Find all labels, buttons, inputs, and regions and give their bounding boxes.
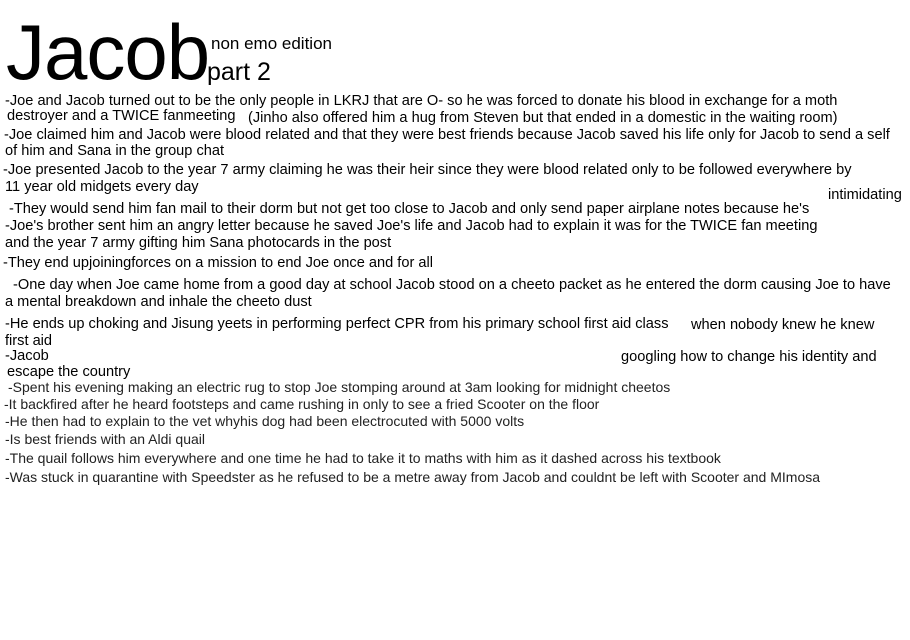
text-line-20: escape the country [7, 364, 131, 380]
text-line-11: and the year 7 army gifting him Sana photocards in the post [5, 235, 392, 251]
text-line-4: -Joe claimed him and Jacob were blood related and that they were best friends because Jacob saved his life only for Jacob to send a self [4, 127, 890, 143]
text-line-23 [5, 414, 524, 428]
text-line-24: -Is best friends with an Aldi quail [5, 431, 205, 447]
text-line-9: -They would send him fan mail to their dorm but not get too close to Jacob and only send paper airplane notes because he's [9, 201, 810, 217]
text-line-1: -Joe and Jacob turned out to be the only people in LKRJ that are O- so he was forced to donate his blood in exchange for a moth [5, 93, 838, 109]
text-line-15: -He ends up choking and Jisung yeets in performing perfect CPR from his primary school first aid class [5, 316, 669, 332]
text-line-22: -It backfired after he heard footsteps and came rushing in only to see a fried Scooter on the floor [4, 396, 600, 412]
text-line-23-part-2: his dog had been electrocuted with 5000 volts [240, 413, 525, 429]
text-line-21: -Spent his evening making an electric rug to stop Joe stomping around at 3am looking for midnight cheetos [8, 379, 671, 395]
text-line-19: googling how to change his identity and [621, 349, 877, 365]
text-line-5: of him and Sana in the group chat [5, 143, 225, 159]
text-line-8: intimidating [828, 187, 902, 203]
text-line-14: a mental breakdown and inhale the cheeto dust [5, 294, 312, 310]
text-line-16: when nobody knew he knew [691, 317, 875, 333]
text-line-12-part-1: -They end up [3, 255, 89, 271]
text-line-3: (Jinho also offered him a hug from Steven but that ended in a domestic in the waiting room) [248, 110, 838, 126]
page-subtitle: non emo edition [211, 34, 332, 53]
text-line-12-part-3: forces on a mission to end Joe once and for all [131, 255, 433, 271]
text-line-13: -One day when Joe came home from a good day at school Jacob stood on a cheeto packet as he entered the dorm causing Joe to have [13, 277, 891, 293]
text-line-26: -Was stuck in quarantine with Speedster as he refused to be a metre away from Jacob and couldnt be left with Scooter and MImosa [5, 469, 821, 485]
text-line-10: -Joe's brother sent him an angry letter because he saved Joe's life and Jacob had to explain it was for the TWICE fan meeting [5, 218, 818, 234]
text-line-7: 11 year old midgets every day [5, 179, 199, 195]
text-line-12-part-2: joining [89, 255, 132, 271]
part-label: part 2 [207, 58, 271, 86]
text-line-25: -The quail follows him everywhere and one time he had to take it to maths with him as it dashed across his textbook [5, 450, 721, 466]
text-line-12 [3, 256, 433, 271]
text-line-23-part-1: -He then had to explain to the vet why [5, 413, 241, 429]
page-title: Jacob [6, 8, 210, 96]
text-line-2: destroyer and a TWICE fanmeeting [7, 108, 236, 124]
text-line-18: -Jacob [5, 348, 49, 364]
text-line-6: -Joe presented Jacob to the year 7 army claiming he was their heir since they were blood related only to be followed everywhere by [3, 162, 852, 178]
text-line-17: first aid [5, 333, 53, 349]
